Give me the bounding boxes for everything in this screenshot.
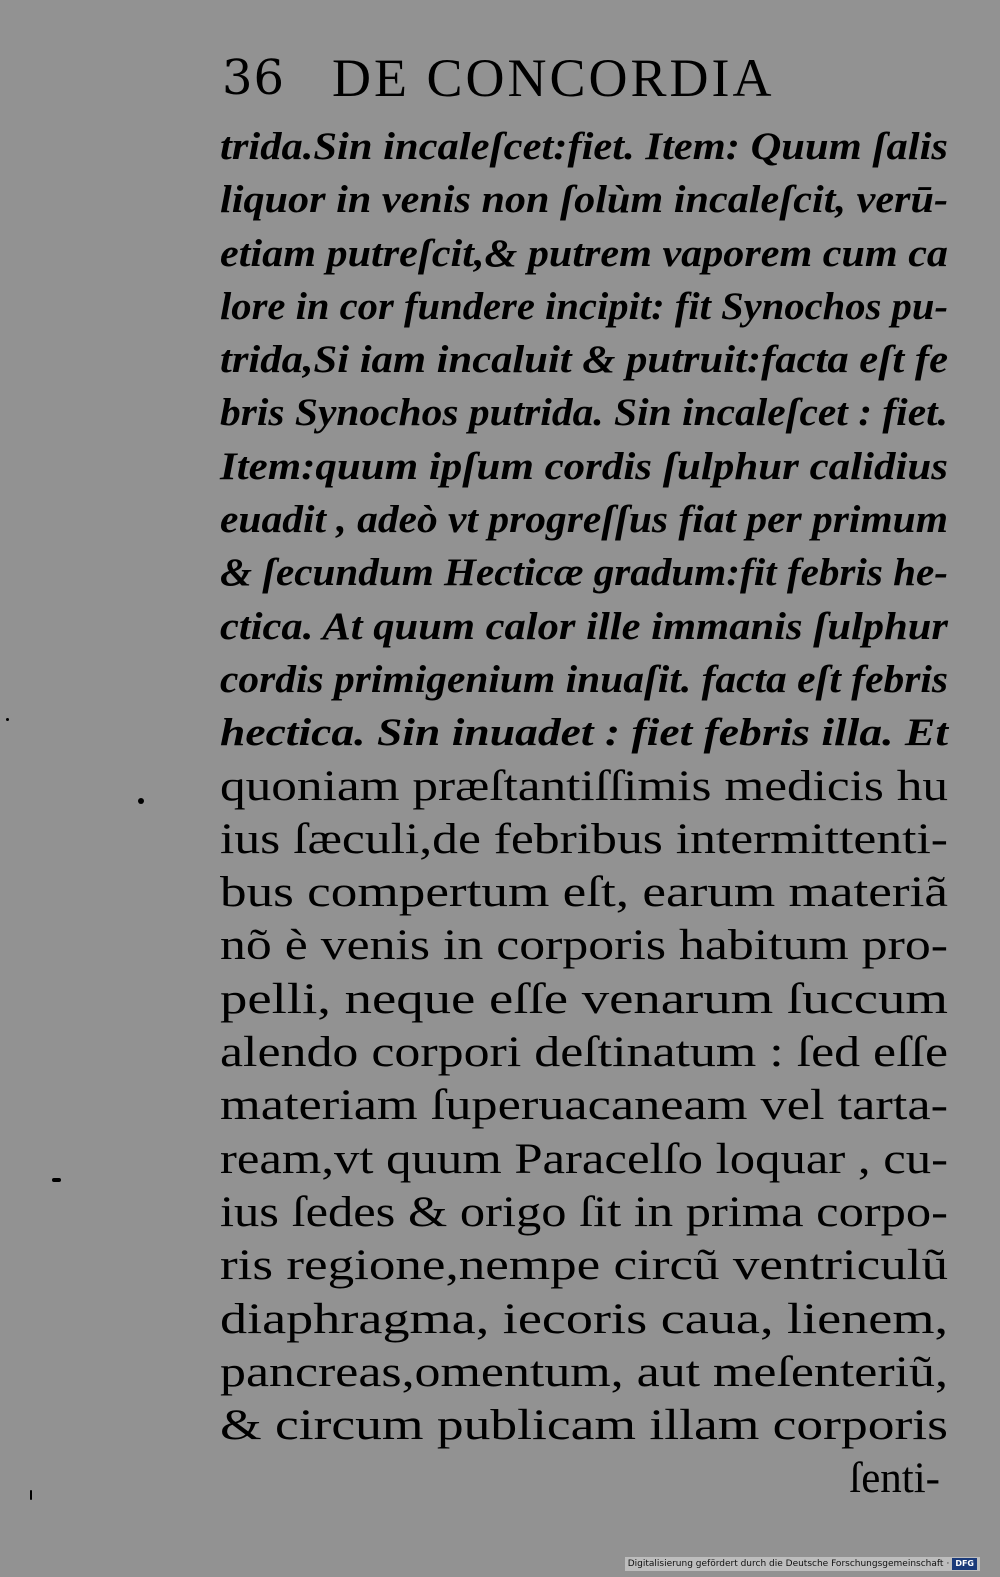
text-line: pelli, neque eſſe venarum ſuccum: [220, 975, 948, 1023]
text-line: diaphragma, iecoris caua, lienem,: [220, 1295, 948, 1343]
text-line: lore in cor fundere incipit: fit Synochos pu-: [220, 284, 948, 328]
dfg-logo: DFG: [952, 1558, 977, 1570]
text-line: ream,vt quum Paracelſo loquar , cu-: [220, 1135, 948, 1183]
text-line: liquor in venis non ſolùm incaleſcit, verū-: [220, 178, 948, 222]
catchword: ſenti-: [849, 1455, 940, 1503]
text-line: bris Synochos putrida. Sin incaleſcet : fiet.: [220, 391, 949, 435]
text-line: ius ſedes & origo ſit in prima corpo-: [220, 1188, 948, 1236]
text-line: pancreas,omentum, aut meſenteriũ,: [220, 1348, 948, 1396]
text-line: trida.Sin incaleſcet:fiet. Item: Quum ſalis: [220, 125, 948, 168]
text-line: materiam ſuperuacaneam vel tarta-: [220, 1082, 948, 1130]
text-line: cordis primigenium inuaſit. facta eſt febris: [220, 657, 948, 701]
page-number: 36: [222, 50, 286, 106]
body-text: [220, 120, 960, 1506]
text-line: euadit , adeò vt progreſſus fiat per primum: [220, 498, 948, 542]
text-line: ris regione,nempe circũ ventriculũ: [220, 1242, 948, 1290]
ink-speck: [30, 1490, 32, 1500]
digitization-credit: Digitalisierung gefördert durch die Deutsche Forschungsgemeinschaft · DFG: [625, 1557, 980, 1571]
text-line: & ſecundum Hecticæ gradum:fit febris he-: [220, 551, 948, 595]
text-line: nõ è venis in corporis habitum pro-: [220, 922, 948, 970]
credit-text: Digitalisierung gefördert durch die Deutsche Forschungsgemeinschaft: [627, 1559, 944, 1569]
text-line: quoniam præſtantiſſimis medicis hu: [220, 762, 948, 810]
text-line: ius ſæculi,de febribus intermittenti-: [220, 815, 948, 863]
text-line: bus compertum eſt, earum materiã: [220, 869, 948, 917]
text-line: hectica. Sin inuadet : fiet febris illa. Et: [220, 711, 948, 755]
text-line: alendo corpori deſtinatum : ſed eſſe: [220, 1029, 948, 1077]
text-line: & circum publicam illam corporis: [220, 1402, 949, 1450]
ink-speck: [138, 798, 144, 804]
ink-speck: [6, 718, 9, 721]
text-line: trida,Si iam incaluit & putruit:facta eſt fe: [220, 338, 948, 382]
running-header: [222, 48, 862, 108]
text-line: Item:quum ipſum cordis ſulphur calidius: [220, 444, 948, 488]
ink-speck: [52, 1178, 61, 1182]
text-line: etiam putreſcit,& putrem vaporem cum ca: [220, 231, 948, 275]
text-line: ctica. At quum calor ille immanis ſulphur: [220, 604, 948, 648]
running-title: DE CONCORDIA: [332, 48, 775, 108]
